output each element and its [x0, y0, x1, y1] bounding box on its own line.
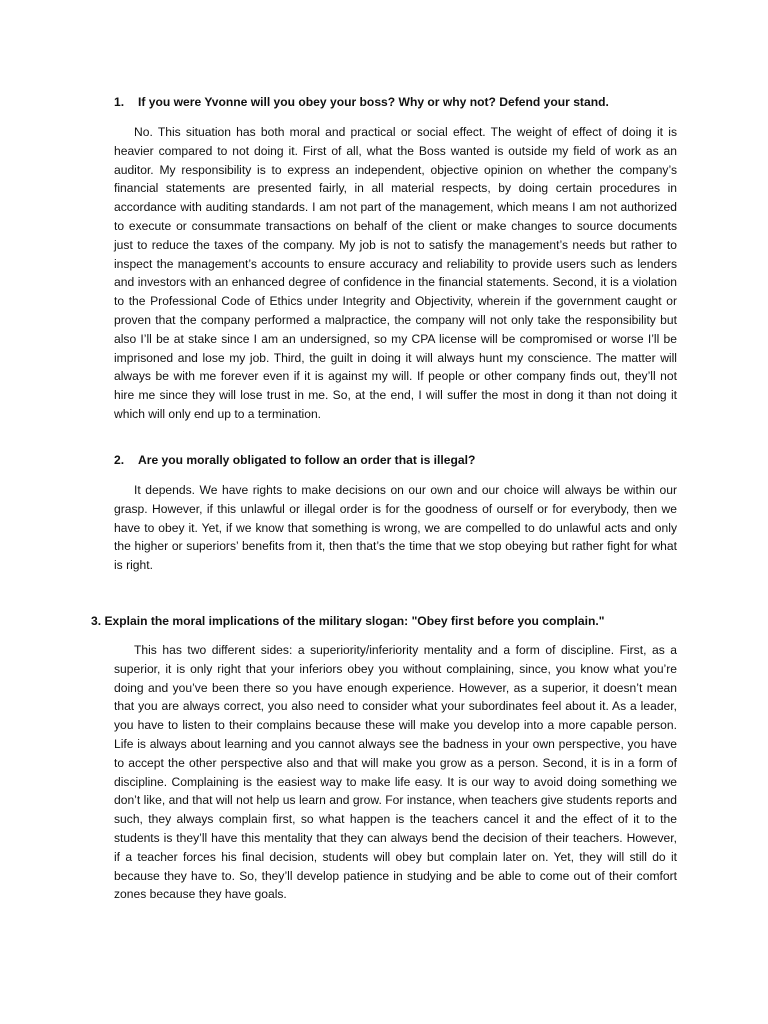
question-2-heading — [114, 452, 475, 468]
question-3-heading — [91, 613, 604, 629]
question-number: 3. — [91, 614, 102, 628]
question-number: 1. — [114, 95, 125, 109]
question-1-heading — [114, 94, 609, 110]
answer-3-paragraph: This has two different sides: a superiority/inferiority mentality and a form of discipline. First, as a superior, it is only right that your inferiors obey you without complaining, since, you know what you’re doing and you’ve been there so you have enough experience. However, as a superior, it doesn’t mean that you are always correct, you also need to consider what your subordinates feel about it. As a leader, you have to listen to their complains because these will make you develop into a more capable person. Life is always about learning and you cannot always see the badness in your own perspective, you have to accept the other perspective also and that will make you grow as a person. Second, it is in a form of discipline. Complaining is the easiest way to make life easy. It is our way to avoid doing something we don’t like, and that will not help us learn and grow. For instance, when teachers give students reports and such, they always complain first, so what happen is the teachers cancel it and the effect of it to the students is they’ll have this mentality that they can always bend the decision of their teachers. However, if a teacher forces his final decision, students will obey but complain later on. Yet, they will still do it because they have to. So, they’ll develop patience in studying and be able to come out of their comfort zones because they have goals. — [114, 643, 677, 902]
question-text: If you were Yvonne will you obey your boss? Why or why not? Defend your stand. — [138, 95, 609, 109]
answer-1-paragraph: No. This situation has both moral and practical or social effect. The weight of effect of doing it is heavier compared to not doing it. First of all, what the Boss wanted is outside my field of work as an auditor. My responsibility is to express an independent, objective opinion on whether the company’s financial statements are presented fairly, in all material respects, by doing certain procedures in accordance with auditing standards. I am not part of the management, which means I am not authorized to execute or consummate transactions on behalf of the client or make changes to source documents just to reduce the taxes of the company. My job is not to satisfy the management’s needs but rather to inspect the management’s accounts to ensure accuracy and reliability to provide users such as lenders and investors with an enhanced degree of confidence in the financial statements. Second, it is a violation to the Professional Code of Ethics under Integrity and Objectivity, wherein if the government caught or proven that the company performed a malpractice, the company will not only take the responsibility but also I’ll be at stake since I am an undersigned, so my CPA license will be compromised or worse I’ll be imprisoned and lose my job. Third, the guilt in doing it will always hunt my conscience. The matter will always be with me forever even if it is against my will. If people or other company finds out, they’ll not hire me since they will lose trust in me. So, at the end, I will suffer the most in dong it than not doing it which will only end up to a termination. — [114, 125, 677, 421]
question-text: Are you morally obligated to follow an order that is illegal? — [138, 453, 476, 467]
question-text: Explain the moral implications of the military slogan: "Obey first before you complain." — [104, 614, 605, 628]
answer-2-paragraph: It depends. We have rights to make decisions on our own and our choice will always be within our grasp. However, if this unlawful or illegal order is for the goodness of ourself or for everybody, then we have to obey it. Yet, if we know that something is wrong, we are compelled to do unlawful acts and only the higher or superiors’ benefits from it, then that’s the time that we stop obeying but rather fight for what is right. — [114, 483, 677, 573]
question-number: 2. — [114, 453, 125, 467]
